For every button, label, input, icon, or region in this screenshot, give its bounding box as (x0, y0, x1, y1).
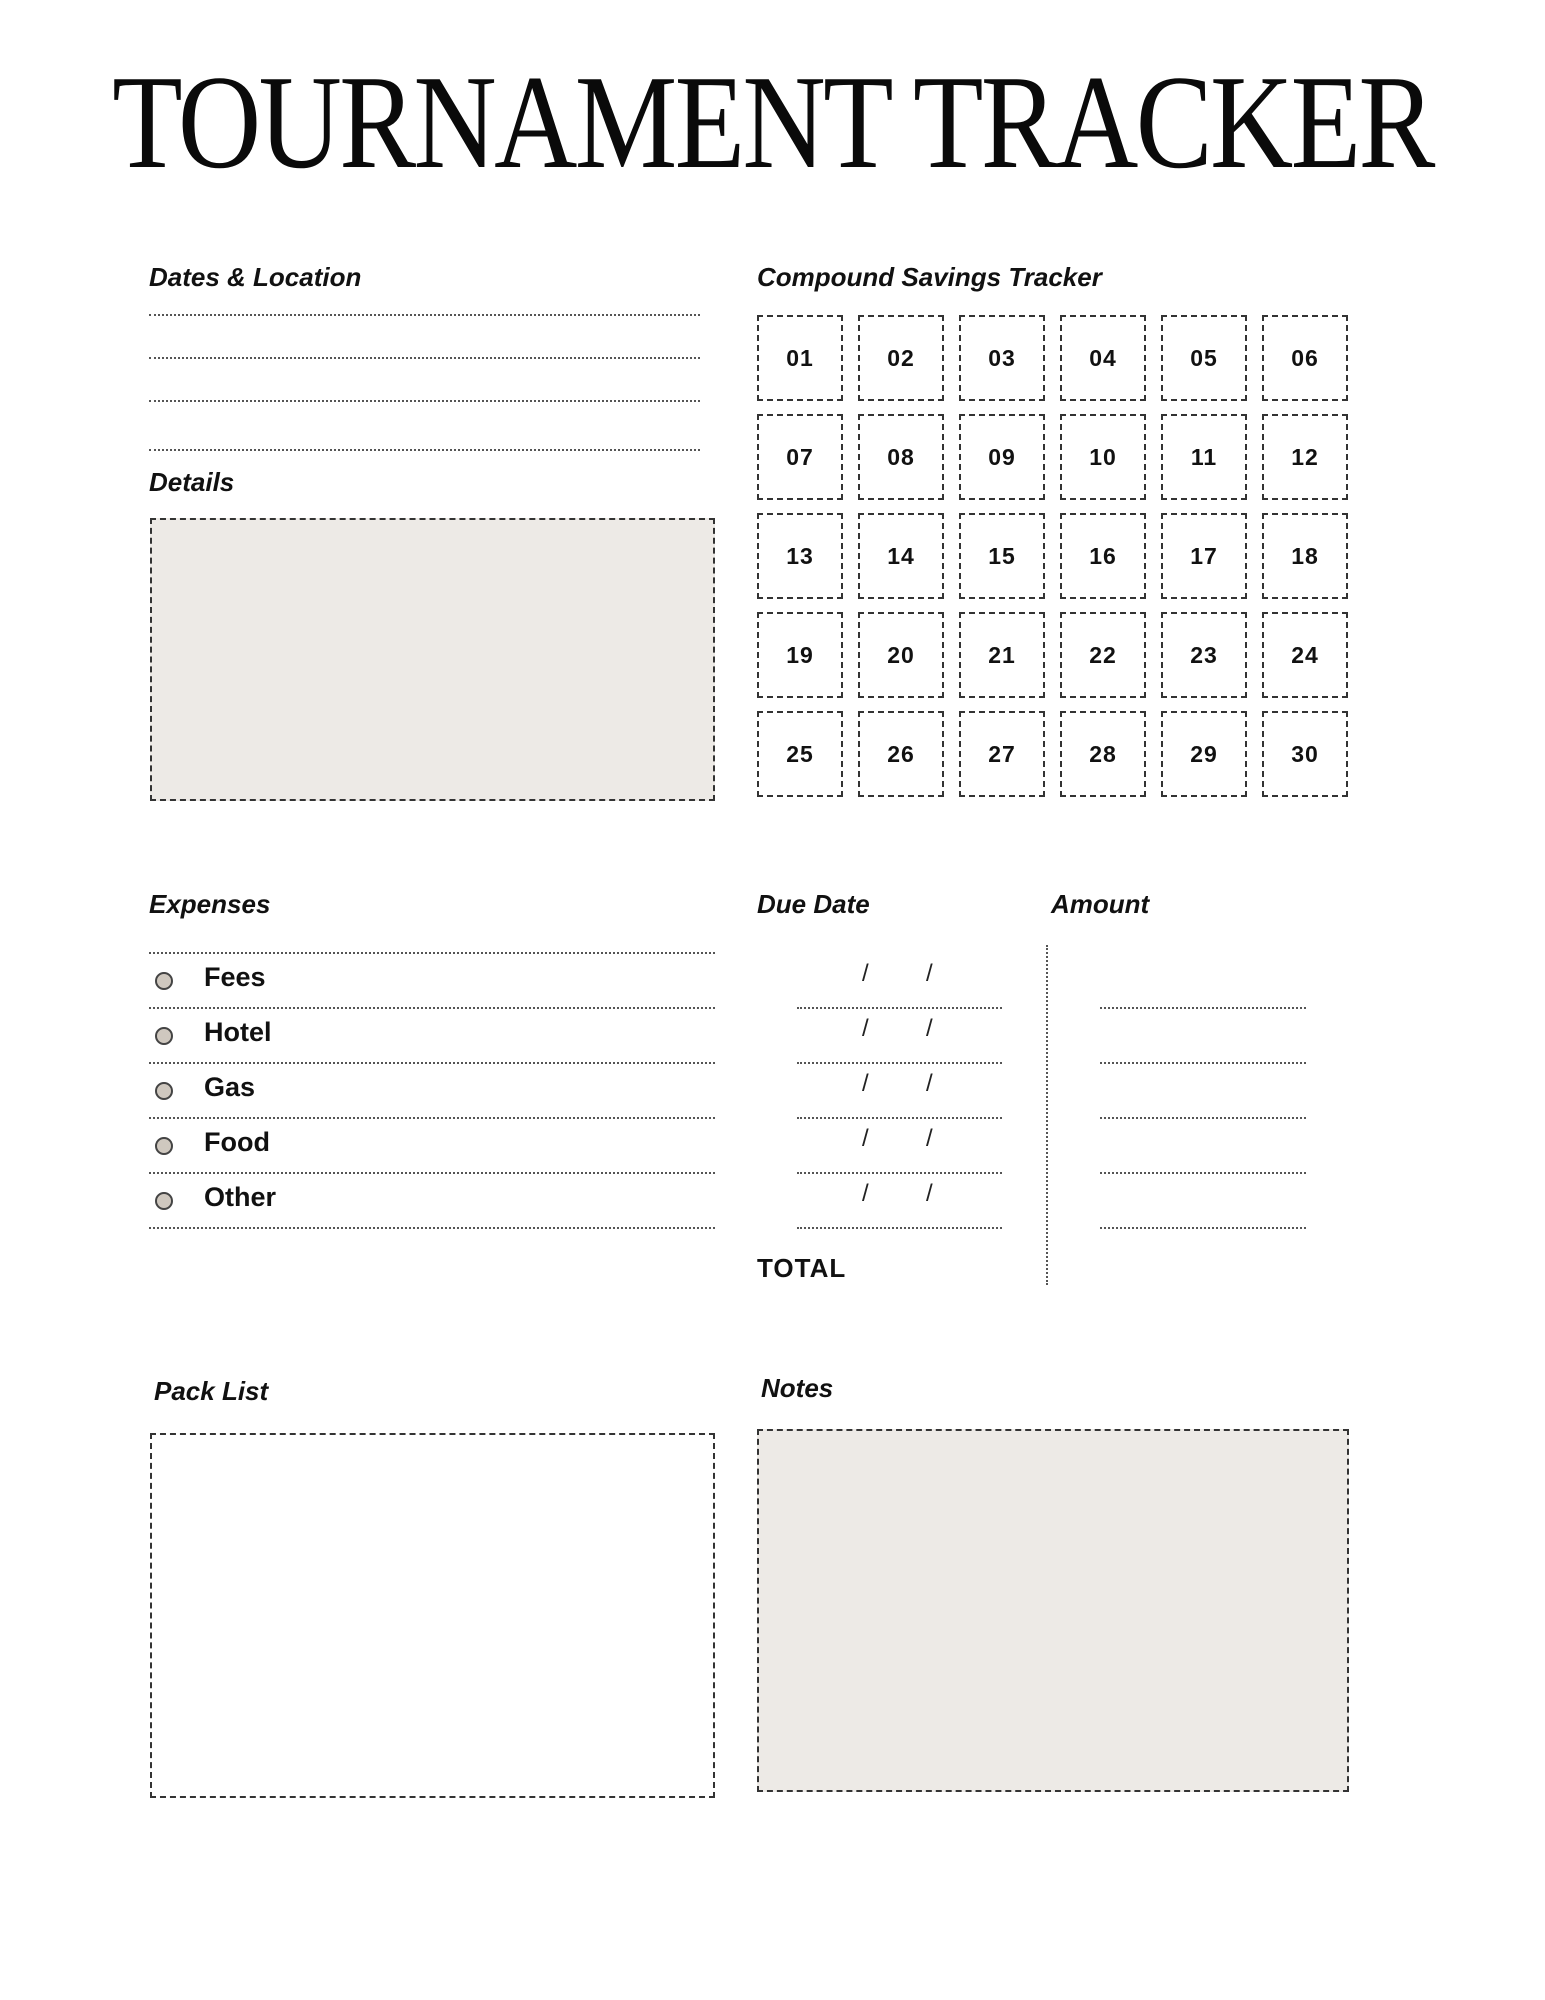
expense-label: Food (204, 1127, 270, 1157)
savings-cell[interactable]: 05 (1161, 315, 1247, 401)
savings-cell[interactable]: 30 (1262, 711, 1348, 797)
expense-label: Fees (204, 962, 266, 992)
expenses-top-line (149, 952, 715, 954)
expense-checkbox[interactable] (155, 1027, 173, 1045)
due-date-field[interactable] (797, 1172, 1002, 1174)
savings-cell[interactable]: 26 (858, 711, 944, 797)
amount-field[interactable] (1100, 1062, 1306, 1064)
savings-cell[interactable]: 20 (858, 612, 944, 698)
due-date-field[interactable] (797, 1227, 1002, 1229)
savings-cell[interactable]: 07 (757, 414, 843, 500)
dates-location-line-1[interactable] (149, 314, 700, 316)
savings-cell[interactable]: 04 (1060, 315, 1146, 401)
savings-cell[interactable]: 13 (757, 513, 843, 599)
expense-label: Hotel (204, 1017, 272, 1047)
expense-line (149, 1062, 715, 1064)
savings-cell[interactable]: 24 (1262, 612, 1348, 698)
due-date-label: Due Date (757, 889, 870, 919)
expense-label: Gas (204, 1072, 256, 1102)
savings-cell[interactable]: 11 (1161, 414, 1247, 500)
date-separator: / (862, 1070, 869, 1097)
total-label: TOTAL (757, 1253, 847, 1283)
savings-cell[interactable]: 18 (1262, 513, 1348, 599)
expense-line (149, 1172, 715, 1174)
savings-cell[interactable]: 16 (1060, 513, 1146, 599)
date-separator: / (926, 1070, 933, 1097)
date-separator: / (926, 960, 933, 987)
savings-cell[interactable]: 10 (1060, 414, 1146, 500)
savings-cell[interactable]: 02 (858, 315, 944, 401)
notes-label: Notes (761, 1373, 834, 1403)
savings-cell[interactable]: 25 (757, 711, 843, 797)
savings-cell[interactable]: 09 (959, 414, 1045, 500)
expense-label: Other (204, 1182, 277, 1212)
savings-cell[interactable]: 14 (858, 513, 944, 599)
details-label: Details (149, 467, 235, 497)
due-date-field[interactable] (797, 1117, 1002, 1119)
savings-cell[interactable]: 21 (959, 612, 1045, 698)
savings-cell[interactable]: 01 (757, 315, 843, 401)
pack-list-label: Pack List (154, 1376, 269, 1406)
expenses-label: Expenses (149, 889, 271, 919)
dates-location-line-3[interactable] (149, 400, 700, 402)
due-date-field[interactable] (797, 1062, 1002, 1064)
expense-line (149, 1007, 715, 1009)
savings-cell[interactable]: 06 (1262, 315, 1348, 401)
date-separator: / (862, 1125, 869, 1152)
savings-cell[interactable]: 23 (1161, 612, 1247, 698)
savings-cell[interactable]: 28 (1060, 711, 1146, 797)
amount-label: Amount (1051, 889, 1150, 919)
amount-field[interactable] (1100, 1117, 1306, 1119)
dates-location-line-2[interactable] (149, 357, 700, 359)
savings-cell[interactable]: 03 (959, 315, 1045, 401)
notes-box[interactable] (757, 1429, 1349, 1792)
savings-cell[interactable]: 19 (757, 612, 843, 698)
expense-line (149, 1117, 715, 1119)
savings-cell[interactable]: 12 (1262, 414, 1348, 500)
savings-cell[interactable]: 29 (1161, 711, 1247, 797)
expense-checkbox[interactable] (155, 1137, 173, 1155)
expense-checkbox[interactable] (155, 1192, 173, 1210)
pack-list-box[interactable] (150, 1433, 715, 1798)
date-separator: / (862, 1180, 869, 1207)
savings-cell[interactable]: 17 (1161, 513, 1247, 599)
expense-line (149, 1227, 715, 1229)
expense-checkbox[interactable] (155, 1082, 173, 1100)
savings-cell[interactable]: 15 (959, 513, 1045, 599)
amount-field[interactable] (1100, 1227, 1306, 1229)
savings-cell[interactable]: 22 (1060, 612, 1146, 698)
date-separator: / (926, 1125, 933, 1152)
date-separator: / (862, 960, 869, 987)
date-separator: / (926, 1015, 933, 1042)
dates-location-line-4[interactable] (149, 449, 700, 451)
compound-savings-label: Compound Savings Tracker (757, 262, 1102, 292)
details-box[interactable] (150, 518, 715, 801)
due-date-field[interactable] (797, 1007, 1002, 1009)
amount-field[interactable] (1100, 1172, 1306, 1174)
page-title: TOURNAMENT TRACKER (112, 48, 1433, 196)
amount-field[interactable] (1100, 1007, 1306, 1009)
savings-cell[interactable]: 08 (858, 414, 944, 500)
expense-checkbox[interactable] (155, 972, 173, 990)
column-divider (1046, 945, 1048, 1285)
savings-cell[interactable]: 27 (959, 711, 1045, 797)
date-separator: / (862, 1015, 869, 1042)
dates-location-label: Dates & Location (149, 262, 362, 292)
date-separator: / (926, 1180, 933, 1207)
